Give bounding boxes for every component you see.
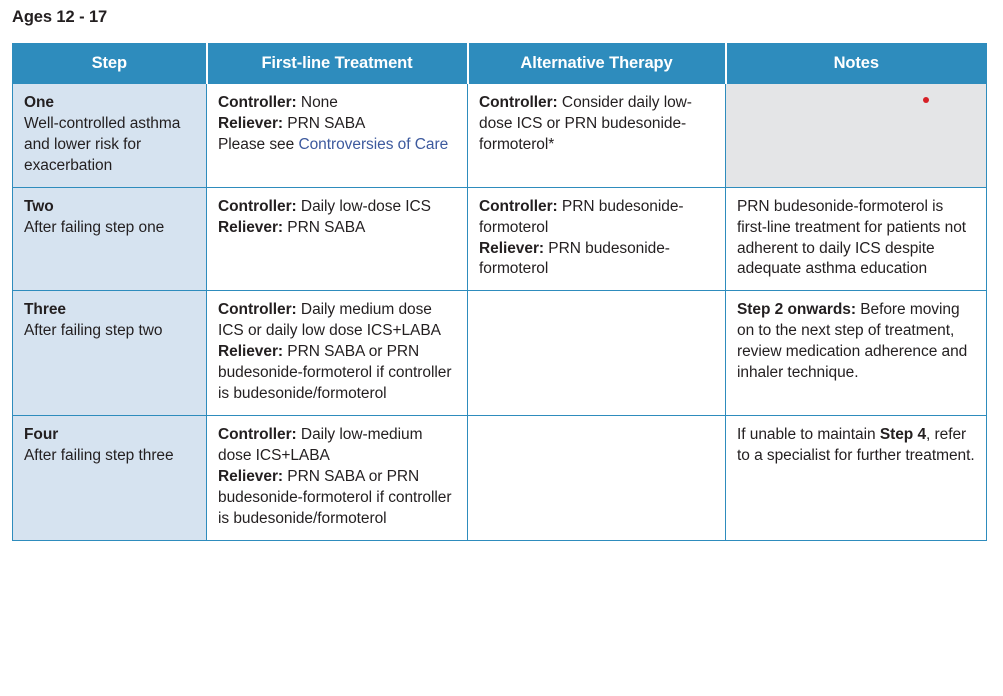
see-also-line bbox=[218, 135, 456, 156]
reliever-line bbox=[479, 239, 714, 281]
notes-lead-label: Step 2 onwards: bbox=[737, 301, 856, 319]
notes-text: PRN budesonide-formoterol is first-line treatment for patients not adherent to daily ICS despite adequate asthma education bbox=[737, 197, 967, 278]
step-name: Two bbox=[24, 197, 54, 215]
alternative-cell-four bbox=[468, 415, 726, 540]
notes-cell-two bbox=[726, 187, 987, 291]
reliever-line bbox=[218, 114, 456, 135]
notes-text-before: If unable to maintain bbox=[737, 425, 880, 443]
first-line-cell-four bbox=[207, 415, 468, 540]
controller-value: None bbox=[296, 94, 338, 111]
reliever-line bbox=[218, 218, 456, 239]
step-cell-three bbox=[13, 291, 207, 416]
column-header-step: Step bbox=[13, 44, 207, 84]
controller-label: Controller: bbox=[479, 197, 558, 215]
header-row bbox=[13, 44, 987, 84]
controller-label: Controller: bbox=[218, 197, 297, 215]
step-description: After failing step one bbox=[24, 218, 165, 236]
step-name: Four bbox=[24, 425, 59, 443]
notes-cell-four bbox=[726, 415, 987, 540]
controller-label: Controller: bbox=[218, 301, 297, 319]
reliever-label: Reliever: bbox=[218, 343, 284, 361]
alternative-text bbox=[479, 425, 714, 426]
controller-value: PRN budesonide-formoterol bbox=[479, 197, 684, 236]
table-row bbox=[13, 187, 987, 291]
step-cell-two bbox=[13, 187, 207, 291]
table-row bbox=[13, 415, 987, 540]
controller-line bbox=[218, 425, 456, 467]
reliever-value: PRN SABA bbox=[283, 114, 366, 132]
reliever-value: PRN SABA or PRN budesonide-formoterol if controller is budesonide/formoterol bbox=[218, 343, 452, 403]
step-cell-one bbox=[13, 84, 207, 188]
notes-text: Before moving on to the next step of treatment, review medication adherence and inhaler technique. bbox=[737, 301, 968, 382]
controversies-of-care-link[interactable]: Controversies of Care bbox=[298, 135, 449, 153]
controller-label: Controller: bbox=[218, 425, 297, 443]
table-row bbox=[13, 291, 987, 416]
step-name: One bbox=[24, 94, 54, 111]
first-line-cell-three bbox=[207, 291, 468, 416]
notes-cell-one bbox=[726, 84, 987, 188]
controller-value: Daily low-medium dose ICS+LABA bbox=[218, 425, 423, 464]
reliever-value: PRN budesonide-formoterol bbox=[479, 239, 670, 278]
controller-line bbox=[479, 197, 714, 239]
step-cell-four bbox=[13, 415, 207, 540]
controller-value: Consider daily low-dose ICS or PRN budesonide-formoterol* bbox=[479, 94, 692, 153]
first-line-cell-two bbox=[207, 187, 468, 291]
step-table-container bbox=[12, 43, 986, 541]
notes-text-after: , refer to a specialist for further treatment. bbox=[737, 425, 975, 464]
column-header-notes: Notes bbox=[726, 44, 987, 84]
reliever-value: PRN SABA or PRN budesonide-formoterol if controller is budesonide/formoterol bbox=[218, 467, 452, 527]
table-row bbox=[13, 84, 987, 188]
column-header-first-line: First-line Treatment bbox=[207, 44, 468, 84]
controller-value: Daily low-dose ICS bbox=[296, 197, 431, 215]
red-dot-marker-icon bbox=[923, 97, 929, 103]
step-name: Three bbox=[24, 301, 66, 319]
notes-step-reference: Step 4 bbox=[879, 425, 927, 443]
controller-line bbox=[218, 93, 456, 114]
alternative-cell-three bbox=[468, 291, 726, 416]
step-description: After failing step two bbox=[24, 322, 163, 340]
controller-label: Controller: bbox=[479, 94, 558, 111]
see-also-prefix: Please see bbox=[218, 135, 299, 153]
page-title: Ages 12 - 17 bbox=[12, 8, 108, 26]
controller-label: Controller: bbox=[218, 94, 297, 111]
alternative-cell-two bbox=[468, 187, 726, 291]
reliever-value: PRN SABA bbox=[283, 218, 366, 236]
reliever-line bbox=[218, 342, 456, 405]
controller-line bbox=[218, 300, 456, 342]
reliever-label: Reliever: bbox=[479, 239, 545, 257]
reliever-label: Reliever: bbox=[218, 114, 284, 132]
reliever-label: Reliever: bbox=[218, 467, 284, 485]
first-line-cell-one bbox=[207, 84, 468, 188]
alternative-cell-one bbox=[468, 84, 726, 188]
table-header bbox=[13, 44, 987, 84]
controller-value: Daily medium dose ICS or daily low dose ICS+LABA bbox=[218, 301, 441, 340]
asthma-step-table bbox=[12, 43, 987, 541]
reliever-line bbox=[218, 467, 456, 530]
notes-text bbox=[737, 93, 975, 94]
controller-line bbox=[479, 93, 714, 156]
column-header-alternative: Alternative Therapy bbox=[468, 44, 726, 84]
reliever-label: Reliever: bbox=[218, 218, 284, 236]
table-body bbox=[13, 84, 987, 541]
notes-cell-three bbox=[726, 291, 987, 416]
step-description: Well-controlled asthma and lower risk for exacerbation bbox=[24, 114, 181, 174]
step-description: After failing step three bbox=[24, 446, 174, 464]
controller-line bbox=[218, 197, 456, 218]
alternative-text bbox=[479, 300, 714, 301]
